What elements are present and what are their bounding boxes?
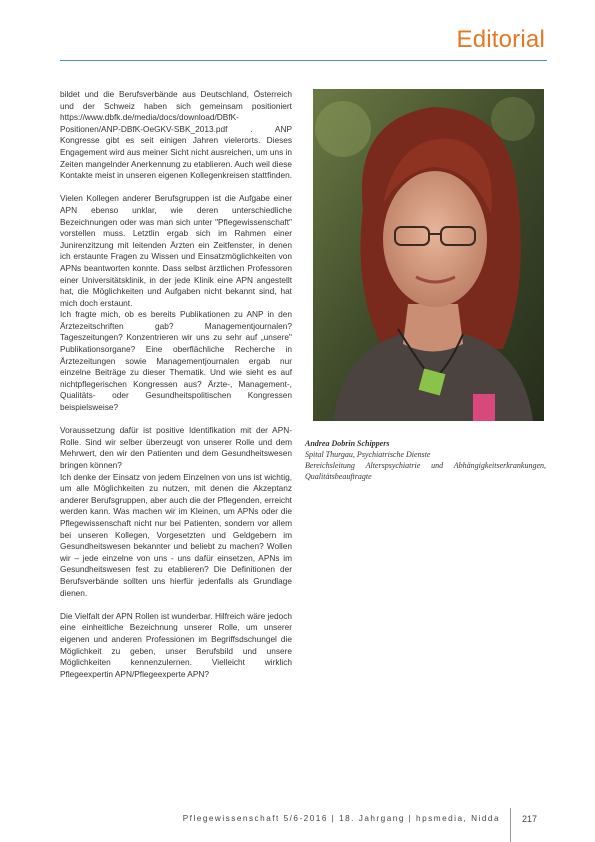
caption-organization: Spital Thurgau, Psychiatrische Dienste xyxy=(305,450,431,459)
header-divider xyxy=(60,60,547,61)
author-photo xyxy=(313,89,544,421)
caption-name: Andrea Dobrin Schippers xyxy=(305,439,390,448)
photo-caption xyxy=(305,438,546,482)
article-body xyxy=(60,89,292,692)
paragraph: Ich fragte mich, ob es bereits Publikationen zu ANP in den Ärztezeitschriften gab? Managementjournalen? Tageszeitungen? Konzentrieren wir uns zu sehr auf „unsere" Publikationsorgane? Eine oberflächliche Recherche in Ärztezeitungen sowie Managementjournalen ergab nur einzelne Beiträge zu dieser Thematik. Und wie sieht es auf nichtpflegerischen Kongressen aus? Ärzte-, Management-, Qualitäts- oder Gesundheitspolitischen Kongressen beispielsweise? xyxy=(60,309,292,413)
caption-role: Bereichsleitung Alterspsychiatrie und Abhängigkeitserkrankungen, Qualitätsbeauftragte xyxy=(305,461,546,481)
paragraph: Die Vielfalt der APN Rollen ist wunderbar. Hilfreich wäre jedoch eine einheitliche Bezeichnung unserer Rolle, um unserer eigenen und anderen Professionen im Begriffsdschungel die Möglichkeit zu geben, unser Berufsbild und unsere Möglichkeiten kennenzulernen. Vielleicht wirklich Pflegeexpertin APN/Pflegeexperte APN? xyxy=(60,610,292,679)
paragraph: Vielen Kollegen anderer Berufsgruppen ist die Aufgabe einer APN ebenso unklar, wie deren unterschiedliche Bezeichnungen oder was man sich unter "Pflegewissenschaft" vorstellen muss. Letztlin ergab sich im Rahmen einer Junirenzitzung mit leitenden Ärzten ein Zeitfenster, in denen ich erstaunte Fragen zu Wissen und Einsatzmöglichkeiten von APNs beantworten konnte. Dass selbst ärztlichen Professoren einer Universitätsklinik, in der jede Klinik eine APN angestellt hat, die Möglichkeiten und Aufgaben nicht bekannt sind, hat mich doch erstaunt. xyxy=(60,193,292,308)
paragraph: Ich denke der Einsatz von jedem Einzelnen von uns ist wichtig, um alle Möglichkeiten zu nutzen, mit denen die Akzeptanz anderer Berufsgruppen, aber auch die der Pflegenden, erreicht werden kann. Was machen wir im Kleinen, um APNs oder die Pflegewissenschaft nicht nur bei Patienten, sondern vor allem bei unseren Kollegen, Vorgesetzten und Geldgebern im Gesundheitswesen bekannter und beliebt zu machen? Wollen wir – jede einzelne von uns - uns dafür einsetzen, APNs im Gesundheitswesen fest zu etablieren? Die Definitionen der Berufsverbände sollten uns hierfür jedenfalls als Grundlage dienen. xyxy=(60,471,292,598)
paragraph: bildet und die Berufsverbände aus Deutschland, Österreich und der Schweiz haben sich gemeinsam positioniert https://www.dbfk.de/media/docs/download/DBfK-Positionen/ANP-DBfK-OeGKV-SBK_2013.pdf . ANP Kongresse gibt es seit einigen Jahren vielerorts. Dieses Engagement wird aus meiner Sicht nicht ausreichen, um uns in Zeiten mangelnder Anerkennung zu etablieren. Auch weil diese Kontakte meist in unseren eigenen Kollegenkreisen stattfinden. xyxy=(60,89,293,181)
footer-divider xyxy=(510,808,511,842)
footer-text: Pflegewissenschaft 5/6-2016 | 18. Jahrgang | hpsmedia, Nidda xyxy=(182,814,500,823)
paragraph: Voraussetzung dafür ist positive Identifikation mit der APN-Rolle. Sind wir selber überzeugt von unserer Rolle und dem Mehrwert, den wir den Patienten und dem Gesundheitswesen bringen können? xyxy=(60,425,292,470)
section-title: Editorial xyxy=(456,26,545,53)
page-number: 217 xyxy=(522,814,538,824)
